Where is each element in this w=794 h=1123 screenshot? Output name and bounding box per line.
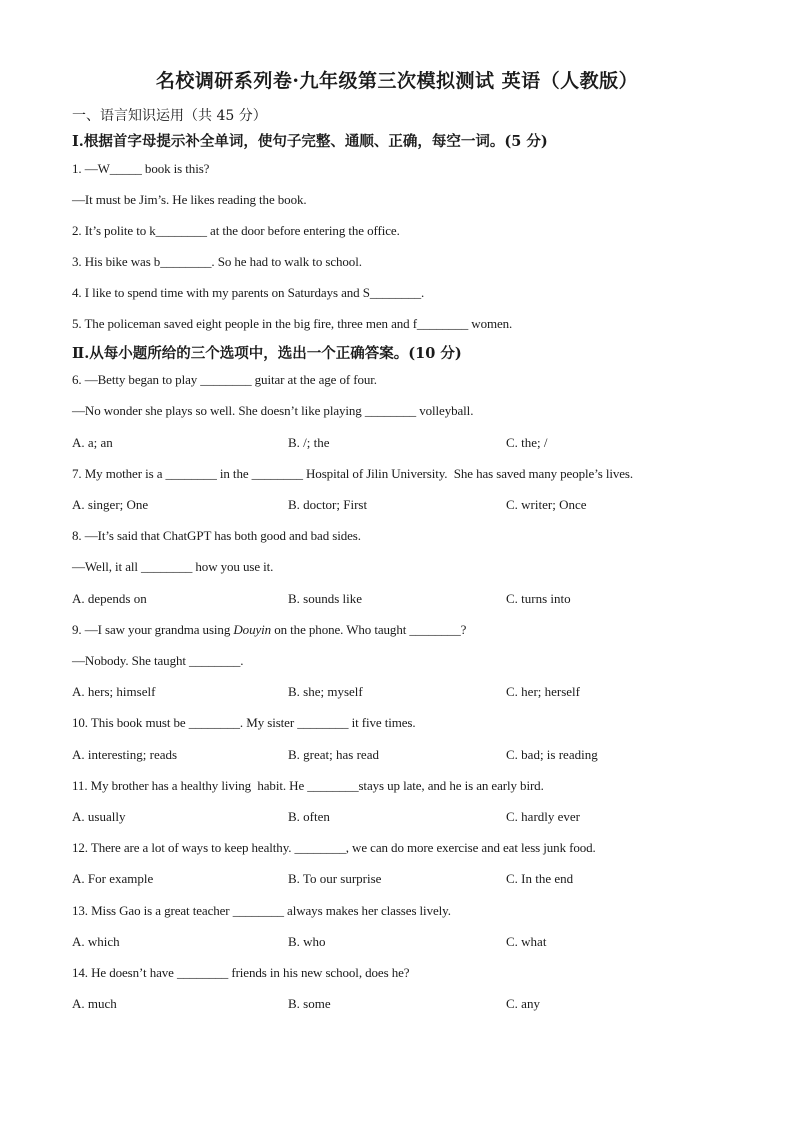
- q9-option-c: C. her; herself: [506, 684, 581, 699]
- q10-option-a: A. interesting; reads: [72, 747, 178, 762]
- q6-option-a: A. a; an: [72, 435, 113, 450]
- q8-option-c: C. turns into: [506, 591, 571, 606]
- q14-option-b: B. some: [288, 996, 331, 1011]
- question-8-line-2: —Well, it all ________ how you use it.: [72, 559, 274, 574]
- question-14: 14. He doesn’t have ________ friends in his new school, does he?: [72, 965, 410, 980]
- q13-option-a: A. which: [72, 934, 120, 949]
- q9-text-end: on the phone. Who taught ________?: [271, 622, 467, 637]
- question-10: 10. This book must be ________. My sister ________ it five times.: [72, 715, 416, 730]
- question-13: 13. Miss Gao is a great teacher ________ always makes her classes lively.: [72, 903, 451, 918]
- q12-option-b: B. To our surprise: [288, 871, 382, 886]
- q11-option-c: C. hardly ever: [506, 809, 581, 824]
- q8-option-b: B. sounds like: [288, 591, 363, 606]
- question-6: 6. —Betty began to play ________ guitar at the age of four.: [72, 372, 377, 387]
- fill-item-5: 5. The policeman saved eight people in the big fire, three men and f________ women.: [72, 316, 513, 331]
- question-7: 7. My mother is a ________ in the ________ Hospital of Jilin University. She has saved many people’s lives.: [72, 466, 634, 481]
- q9-option-a: A. hers; himself: [72, 684, 156, 699]
- fill-item-2: 2. It’s polite to k________ at the door before entering the office.: [72, 223, 400, 238]
- page-title: 名校调研系列卷·九年级第三次模拟测试 英语（人教版）: [155, 70, 639, 92]
- q12-option-c: C. In the end: [506, 871, 574, 886]
- section-ii-heading: Ⅱ.从每小题所给的三个选项中，选出一个正确答案。(10 分): [72, 345, 462, 362]
- q11-option-a: A. usually: [72, 809, 126, 824]
- fill-item-4: 4. I like to spend time with my parents on Saturdays and S________.: [72, 285, 425, 300]
- part-heading: 一、语言知识运用（共 45 分）: [72, 108, 267, 124]
- q13-option-c: C. what: [506, 934, 547, 949]
- question-11: 11. My brother has a healthy living habit. He ________stays up late, and he is an early bird.: [72, 778, 544, 793]
- question-8: 8. —It’s said that ChatGPT has both good and bad sides.: [72, 528, 361, 543]
- q6-option-c: C. the; /: [506, 435, 548, 450]
- section-i-heading: I.根据首字母提示补全单词，使句子完整、通顺、正确，每空一词。(5 分): [72, 133, 548, 150]
- q14-option-c: C. any: [506, 996, 540, 1011]
- question-9: [72, 622, 466, 638]
- q6-option-b: B. /; the: [288, 435, 330, 450]
- q7-option-b: B. doctor; First: [288, 497, 368, 512]
- q14-option-a: A. much: [72, 996, 117, 1011]
- q7-option-a: A. singer; One: [72, 497, 149, 512]
- q7-option-c: C. writer; Once: [506, 497, 587, 512]
- fill-item-3: 3. His bike was b________. So he had to walk to school.: [72, 254, 362, 269]
- question-6-line-2: —No wonder she plays so well. She doesn’t like playing ________ volleyball.: [72, 403, 474, 418]
- q9-app-name: Douyin: [233, 622, 272, 637]
- q12-option-a: A. For example: [72, 871, 154, 886]
- q10-option-c: C. bad; is reading: [506, 747, 598, 762]
- question-9-line-2: —Nobody. She taught ________.: [72, 653, 244, 668]
- fill-item-1: 1. —W_____ book is this?: [72, 161, 210, 176]
- q9-text-start: 9. —I saw your grandma using: [72, 622, 234, 637]
- q9-option-b: B. she; myself: [288, 684, 363, 699]
- q8-option-a: A. depends on: [72, 591, 147, 606]
- q10-option-b: B. great; has read: [288, 747, 379, 762]
- q13-option-b: B. who: [288, 934, 326, 949]
- fill-item-1-answer: —It must be Jim’s. He likes reading the book.: [72, 192, 307, 207]
- q11-option-b: B. often: [288, 809, 330, 824]
- question-12: 12. There are a lot of ways to keep healthy. ________, we can do more exercise and eat less junk food.: [72, 840, 596, 855]
